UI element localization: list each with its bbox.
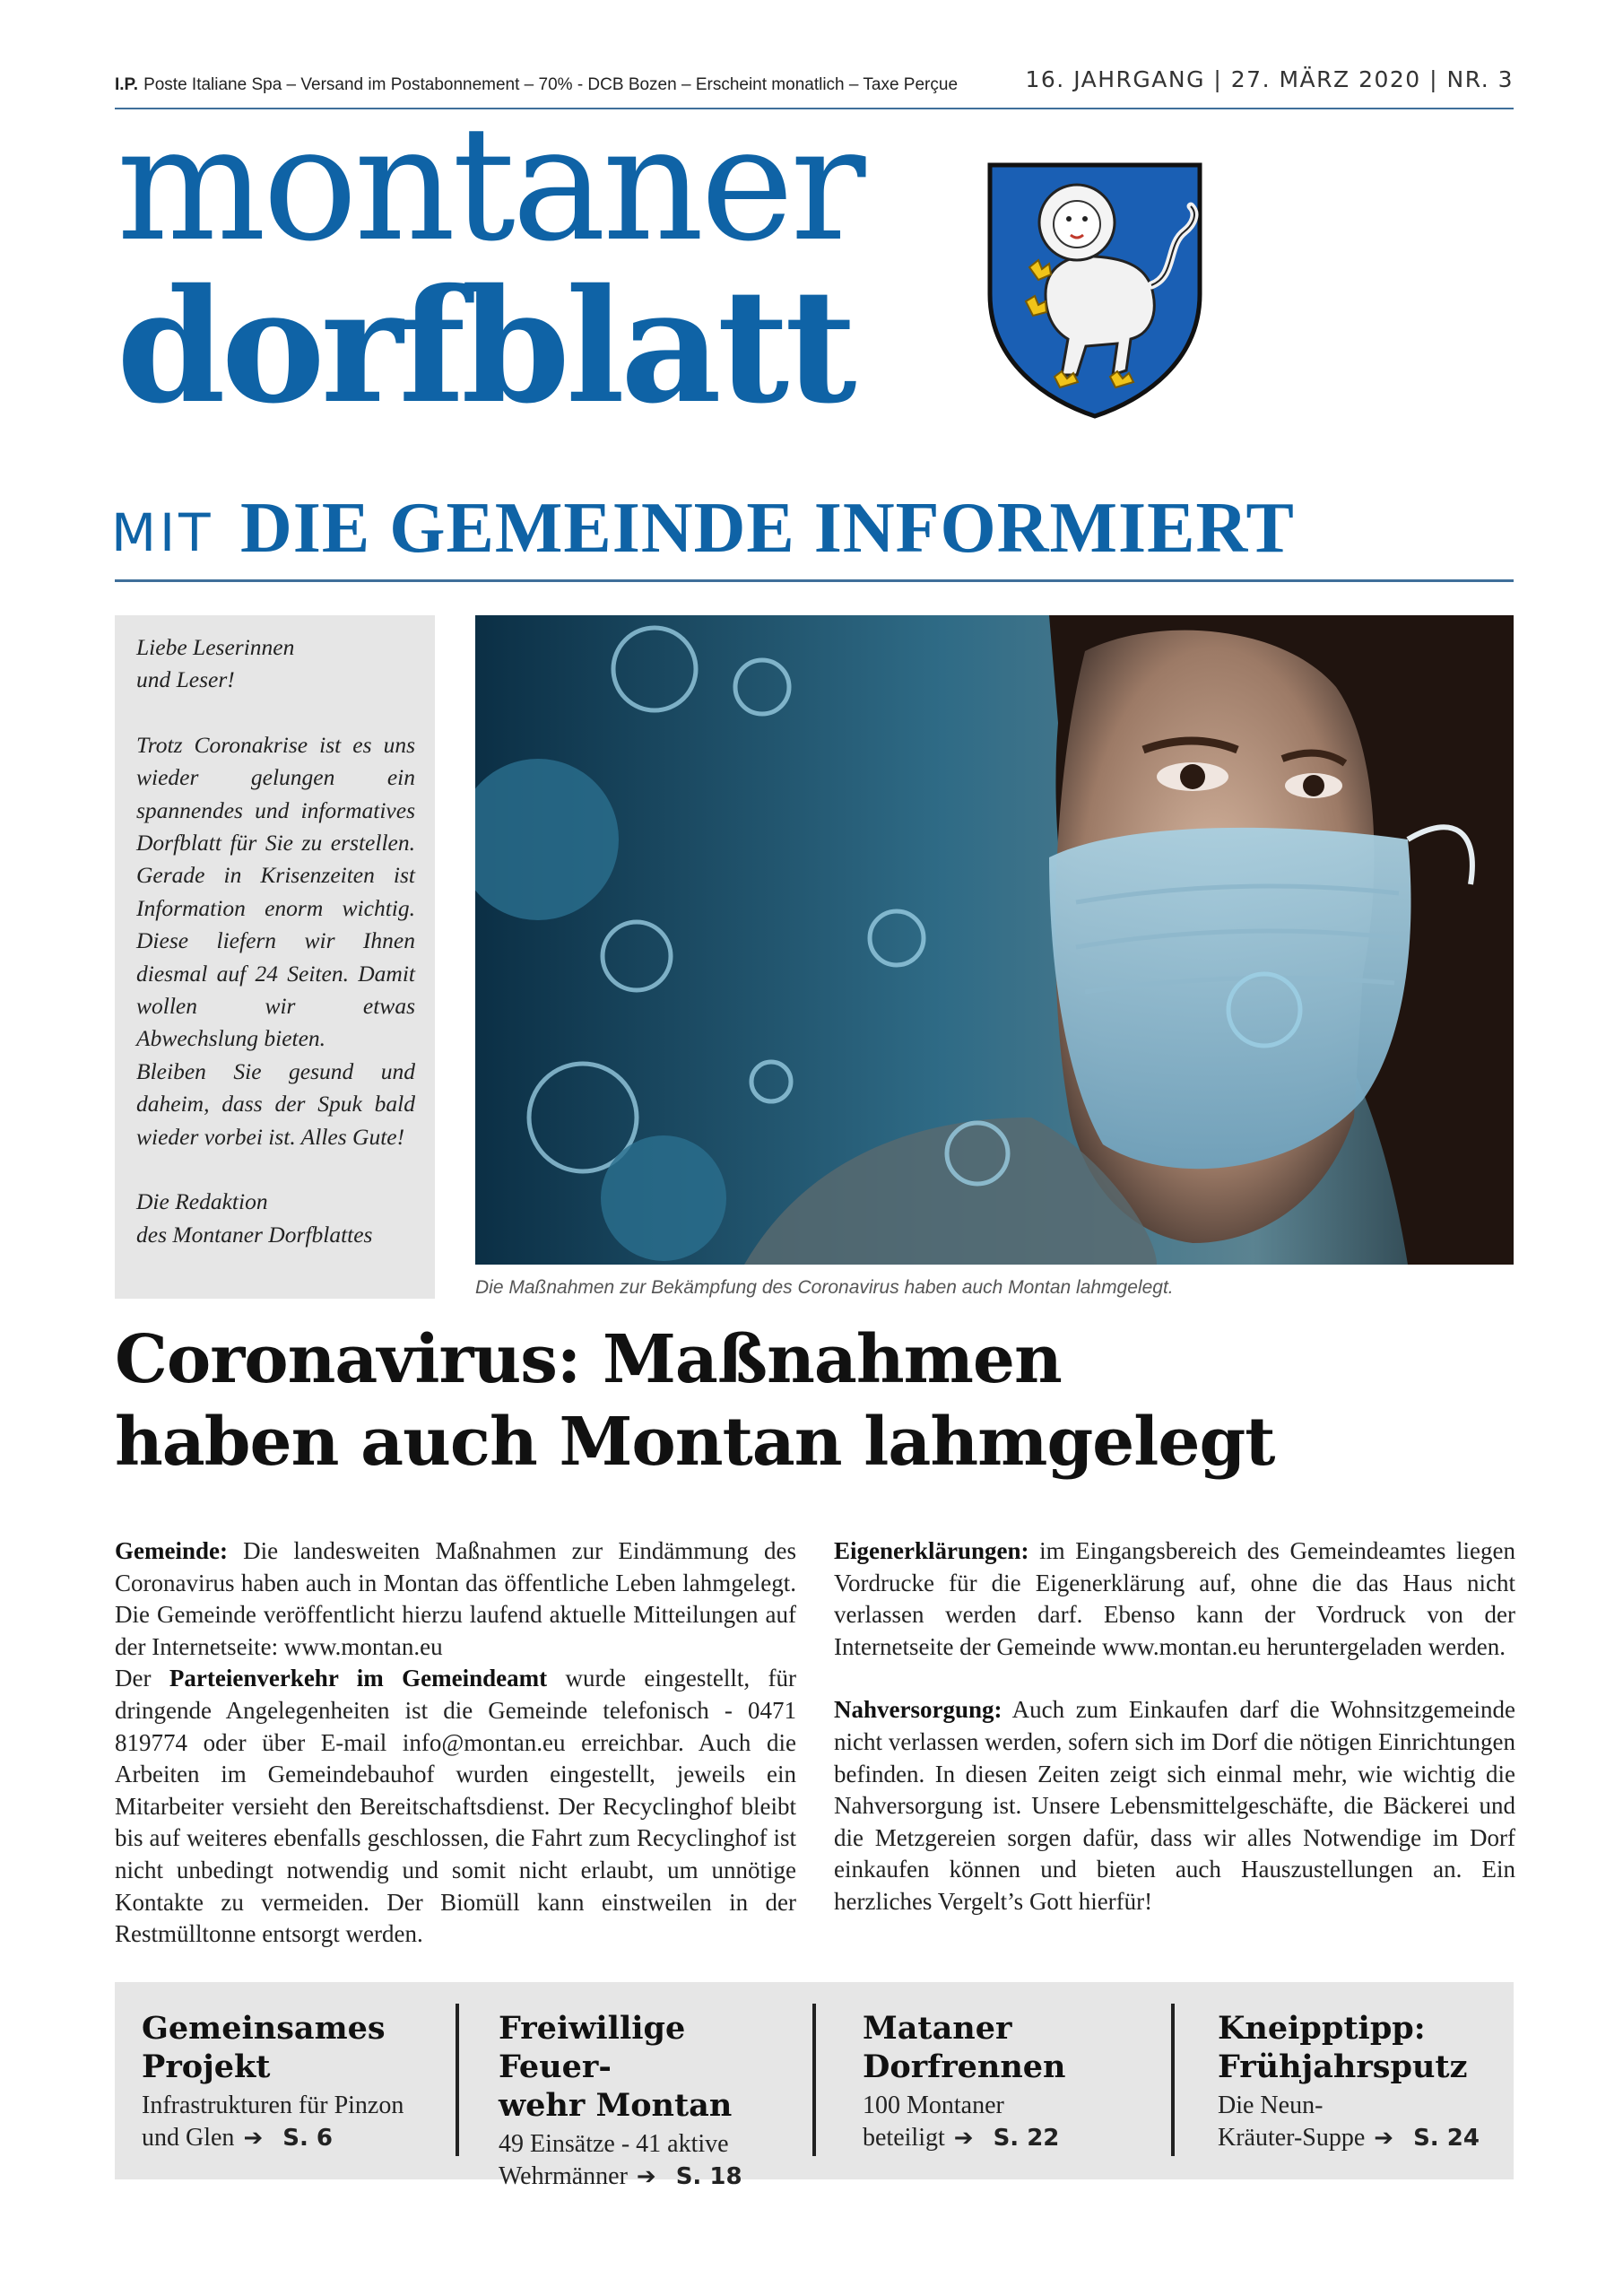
paragraph-gemeinde: Gemeinde: Die landesweiten Maßnahmen zur Eindämmung des Coronavirus haben auch in Montan das öffentliche Leben lahmgelegt. Die Gemeinde veröffentlicht hierzu laufend aktuelle Mitteilungen auf der Internetseite: www.montan.eu [115,1537,796,1660]
teaser-page: S. 24 [1413,2125,1480,2152]
teaser-item[interactable] [1218,2009,1505,2154]
teaser-page: S. 6 [282,2125,333,2152]
teaser-subtitle: 49 Einsätze - 41 aktive Wehrmänner ➔ S. 18 [499,2130,742,2190]
arrow-right-icon: ➔ [1374,2125,1394,2152]
paragraph-nahversorgung: Nahversorgung: Auch zum Einkaufen darf die Wohnsitzgemeinde nicht verlassen werden, sofern sich im Dorf die nötigen Einrichtungen befinden. In diesen Zeiten zeigt sich einmal mehr, wie wichtig die Nahversorgung ist. Unsere Lebensmittelgeschäfte, die Bäckerei und die Metzgereien sorgen dafür, dass wir alles Notwendige im Dorf einkaufen können und bieten auch Hauszustellungen an. Ein herzliches Vergelt’s Gott hierfür! [834,1696,1515,1915]
teaser-subtitle: Infrastrukturen für Pinzon und Glen ➔ S. 6 [142,2092,404,2152]
teaser-divider [1171,2004,1175,2156]
editorial-salutation-2: und Leser! [136,666,235,693]
lion-coat-of-arms-icon [983,160,1207,420]
paragraph-parteienverkehr: Der Parteienverkehr im Gemeindeamt wurde eingestellt, für dringende Angelegenheiten ist die Gemeinde telefonisch - 0471 819774 oder über E-mail info@montan.eu erreichbar. Auch die Arbeiten im Gemeindebauhof wurden eingestellt, jeweils ein Mitarbeiter versieht den Bereitschaftsdienst. Der Recyclinghof bleibt bis auf weiteres ebenfalls geschlossen, die Fahrt zum Recyclinghof ist nicht unbedingt notwendig und somit nicht erlaubt, um unnötige Kontakte zu vermeiden. Der Biomüll kann einstweilen in der Restmülltonne entsorgt werden. [115,1665,796,1948]
article-column-left [115,1535,796,1951]
teaser-item[interactable] [142,2009,447,2154]
teaser-title: Freiwillige Feuer- wehr Montan [499,2010,733,2124]
photo-caption: Die Maßnahmen zur Bekämpfung des Coronavirus haben auch Montan lahmgelegt. [475,1277,1174,1298]
arrow-right-icon: ➔ [636,2163,656,2190]
arrow-right-icon: ➔ [243,2125,264,2152]
editorial-body-2: Bleiben Sie gesund und daheim, dass der Spuk bald wieder vorbei ist. Alles Gute! [136,1057,415,1150]
teaser-subtitle: 100 Montaner beteiligt ➔ S. 22 [863,2092,1060,2152]
teaser-bar [115,1982,1514,2190]
cover-photo [475,615,1514,1265]
article-headline [115,1318,1274,1483]
teaser-item[interactable] [499,2009,803,2193]
label-gemeinde: Gemeinde: [115,1537,228,1564]
article-column-right [834,1535,1515,1918]
teaser-divider [456,2004,459,2156]
teaser-title: Gemeinsames Projekt [142,2010,386,2085]
masthead-line-1: montaner [117,92,863,276]
teaser-page: S. 22 [993,2125,1060,2152]
teaser-page: S. 18 [675,2163,742,2190]
label-parteienverkehr: Parteienverkehr im Gemeindeamt [169,1665,548,1692]
teaser-title: Mataner Dorfrennen [863,2010,1066,2085]
paragraph-eigenerklaerungen: Eigenerklärungen: im Eingangsbereich des Gemeindeamtes liegen Vordrucke für die Eigenerklärung auf, ohne die das Haus nicht verlassen werden darf. Ebenso kann der Vordruck von der Internetseite der Gemeinde www.montan.eu heruntergeladen werden. [834,1537,1515,1660]
issue-info: 16. JAHRGANG | 27. MÄRZ 2020 | NR. 3 [1025,66,1514,92]
postal-bold: I.P. [115,75,139,94]
label-nahversorgung: Nahversorgung: [834,1696,1002,1724]
masthead-line-2: dorfblatt [117,256,853,439]
masthead-rule [115,579,1514,582]
editorial-box [115,615,435,1299]
supplement-title: DIE GEMEINDE INFORMIERT [240,489,1295,568]
editorial-salutation-1: Liebe Leserinnen [136,634,295,660]
editorial-signoff-1: Die Redaktion [136,1188,268,1215]
teaser-item[interactable] [863,2009,1167,2154]
teaser-divider [812,2004,816,2156]
editorial-signoff-2: des Montaner Dorfblattes [136,1221,373,1248]
masthead-mit: MIT [111,502,214,563]
arrow-right-icon: ➔ [953,2125,974,2152]
headline-line-2: haben auch Montan lahmgelegt [115,1404,1275,1481]
teaser-subtitle: Die Neun- Kräuter-Suppe ➔ S. 24 [1218,2092,1480,2152]
teaser-title: Kneipptipp: Frühjahrsputz [1218,2010,1468,2085]
editorial-body: Trotz Coronakrise ist es uns wieder gelungen ein spannendes und informatives Dorfblatt für Sie zu erstellen. Gerade in Krisenzeiten ist Information enorm wichtig. Diese liefern wir Ihnen diesmal auf 24 Seiten. Damit wollen wir etwas Abwechslung bieten. [136,731,415,1052]
headline-line-1: Coronavirus: Maßnahmen [115,1321,1062,1398]
postal-text: Poste Italiane Spa – Versand im Postabonnement – 70% - DCB Bozen – Erscheint monatlich – Taxe Perçue [143,75,959,94]
label-eigenerklaerungen: Eigenerklärungen: [834,1537,1029,1564]
